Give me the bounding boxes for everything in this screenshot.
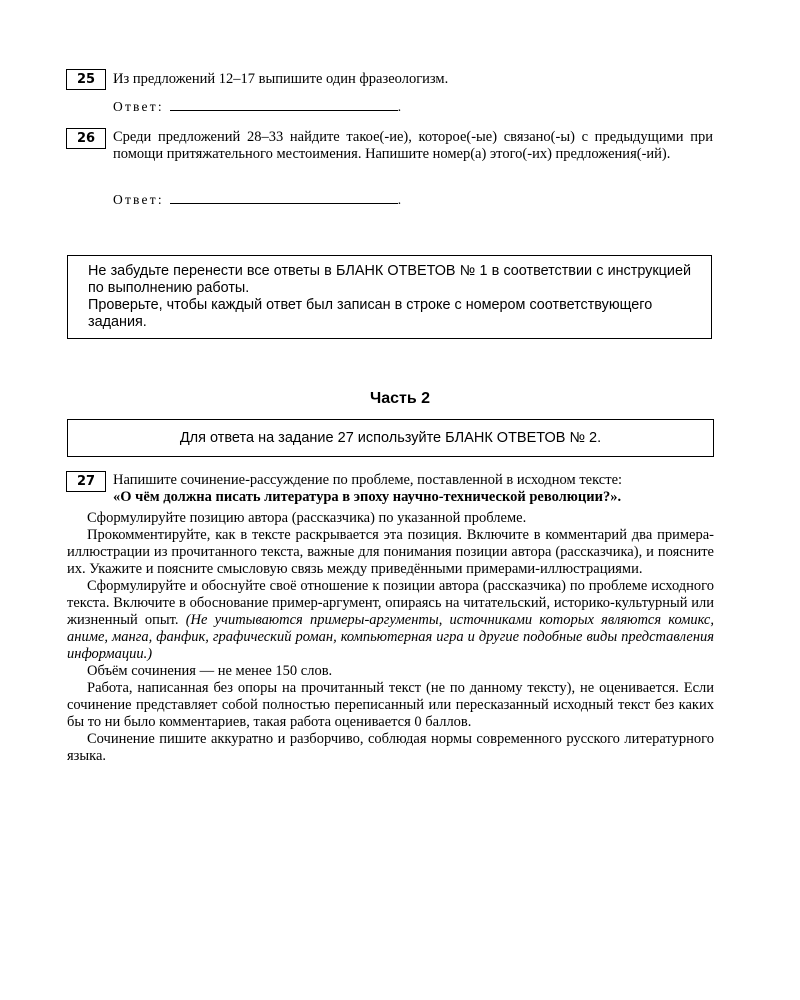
task-27-p2: Прокомментируйте, как в тексте раскрывается эта позиция. Включите в комментарий два примера-иллюстрации из прочитанного текста, важные для понимания позиции автора (рассказчика), и поясните их. Укажите и поясните смысловую связь между приведёнными примерами-иллюстрациями. bbox=[67, 527, 714, 577]
task-number-25: 25 bbox=[66, 69, 106, 90]
answer-blank[interactable] bbox=[170, 99, 398, 111]
part-2-instruction: Для ответа на задание 27 используйте БЛАНК ОТВЕТОВ № 2. bbox=[67, 419, 714, 457]
task-27-problem: «О чём должна писать литература в эпоху научно-технической революции?». bbox=[113, 489, 622, 505]
part-2-title: Часть 2 bbox=[369, 390, 431, 407]
answer-label: Ответ: bbox=[113, 99, 164, 114]
task-27-p6: Сочинение пишите аккуратно и разборчиво, соблюдая нормы современного русского литературного языка. bbox=[67, 731, 714, 764]
task-27-p3 bbox=[67, 578, 714, 663]
answer-line-26[interactable] bbox=[113, 192, 401, 208]
task-27-header bbox=[113, 472, 714, 506]
task-27-p3-note: (Не учитываются примеры-аргументы, источниками которых являются комикс, аниме, манга, фанфик, графический роман, компьютерная игра и другие подобные виды представления информации.) bbox=[67, 612, 714, 662]
answer-end: . bbox=[397, 192, 402, 207]
notice-line-2: Проверьте, чтобы каждый ответ был записан в строке с номером соответствующего задания. bbox=[88, 297, 653, 330]
answer-label: Ответ: bbox=[113, 192, 164, 207]
answer-line-25[interactable] bbox=[113, 99, 401, 115]
task-27-p5: Работа, написанная без опоры на прочитанный текст (не по данному тексту), не оценивается. Если сочинение представляет собой полностью переписанный или пересказанный исходный текст без каких бы то ни было комментариев, такая работа оценивается 0 баллов. bbox=[67, 680, 714, 730]
task-27-p1: Сформулируйте позицию автора (рассказчика) по указанной проблеме. bbox=[87, 510, 527, 526]
task-27-p3-text: Сформулируйте и обоснуйте своё отношение к позиции автора (рассказчика) по проблеме исходного текста. Включите в обоснование пример-аргумент, опираясь на читательский, историко-культурный или жизненный опыт. bbox=[67, 578, 714, 628]
task-27-body bbox=[67, 510, 714, 765]
task-number-27: 27 bbox=[66, 471, 106, 492]
answer-blank[interactable] bbox=[170, 192, 398, 204]
task-27-intro: Напишите сочинение-рассуждение по проблеме, поставленной в исходном тексте: bbox=[113, 472, 623, 488]
transfer-answers-notice bbox=[67, 255, 712, 339]
task-26-text: Среди предложений 28–33 найдите такое(-ие), которое(-ые) связано(-ы) с предыдущими при помощи притяжательного местоимения. Напишите номер(а) этого(-их) предложения(-ий). bbox=[113, 129, 713, 162]
task-25-text: Из предложений 12–17 выпишите один фразеологизм. bbox=[113, 71, 449, 87]
notice-line-1: Не забудьте перенести все ответы в БЛАНК ОТВЕТОВ № 1 в соответствии с инструкцией по выполнению работы. bbox=[88, 263, 691, 296]
answer-end: . bbox=[397, 99, 402, 114]
task-number-26: 26 bbox=[66, 128, 106, 149]
task-27-p4: Объём сочинения — не менее 150 слов. bbox=[87, 663, 333, 679]
